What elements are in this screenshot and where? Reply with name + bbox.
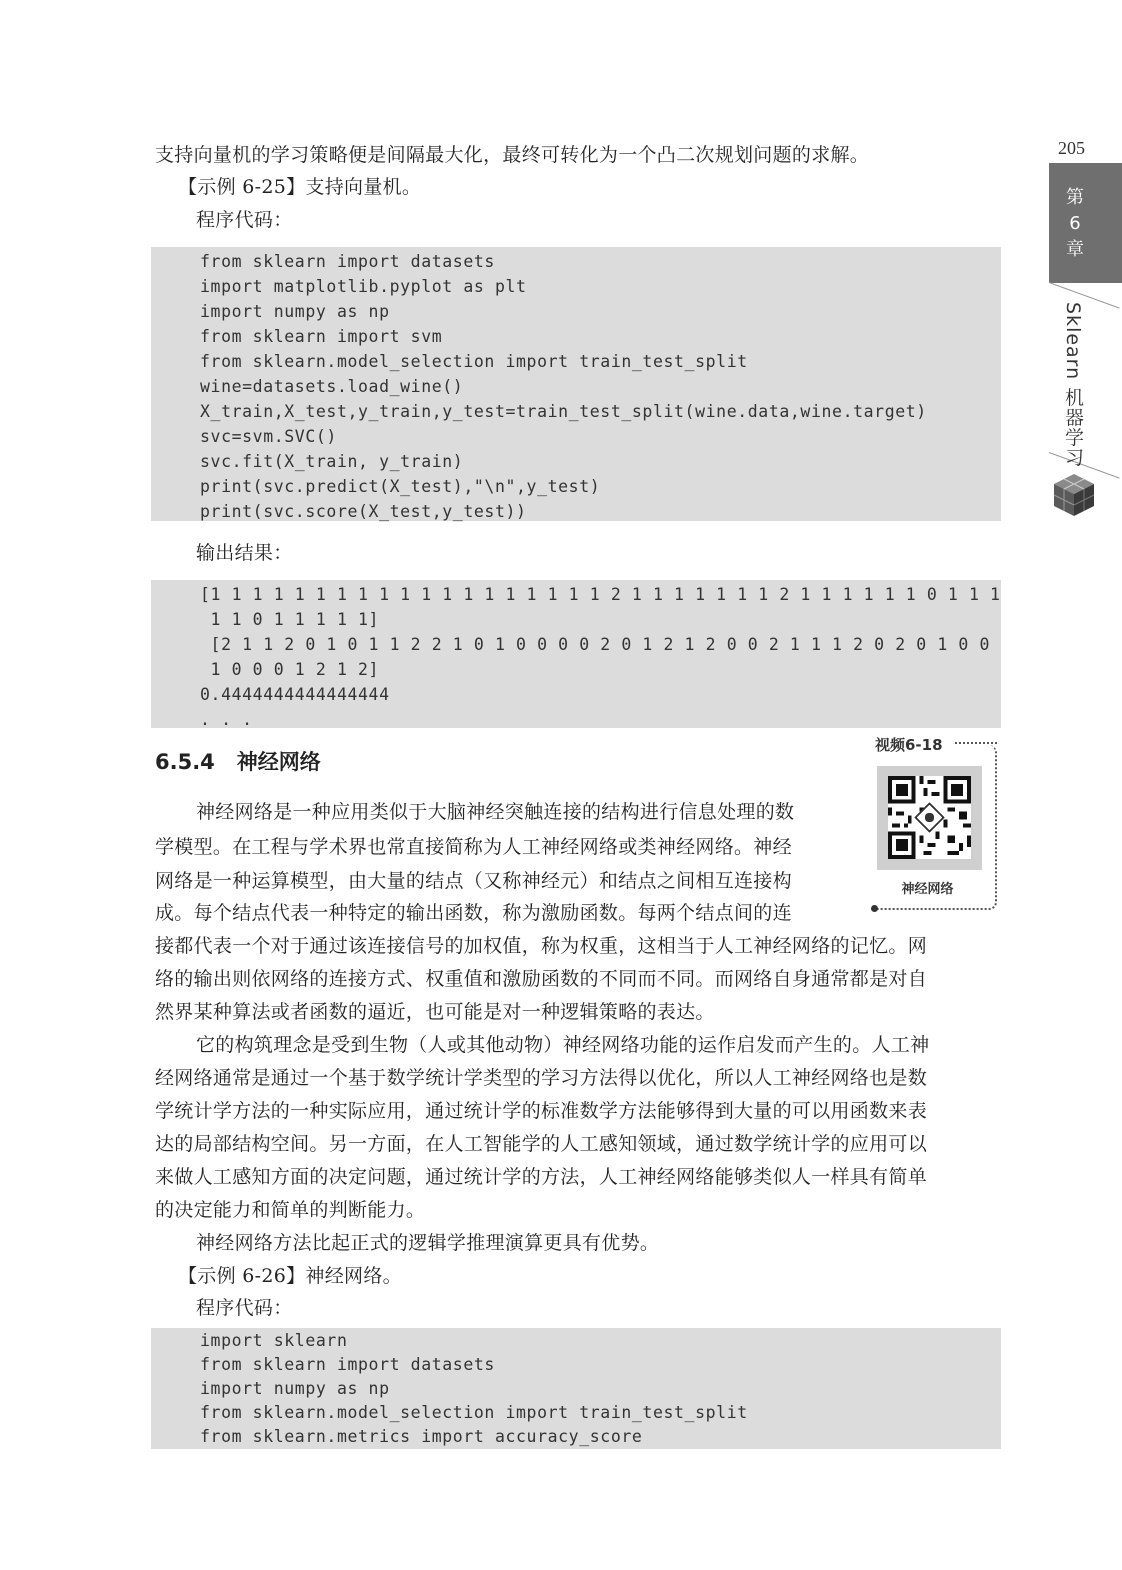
section-title: 神经网络 [236, 750, 321, 774]
code-line: from sklearn.model_selection import train_test_split [200, 1403, 748, 1422]
body-text-line: 学统计学方法的一种实际应用，通过统计学的标准数学方法能够得到大量的可以用函数来表 [155, 1100, 928, 1122]
code-line: X_train,X_test,y_train,y_test=train_test_split(wine.data,wine.target) [200, 402, 927, 421]
output-line: 1 0 0 0 1 2 1 2] [200, 660, 380, 679]
code-line: import sklearn [200, 1331, 348, 1350]
code-line: print(svc.predict(X_test),"\n",y_test) [200, 477, 601, 496]
page-number: 205 [1058, 138, 1085, 158]
chapter-tab-line: 章 [1066, 239, 1084, 260]
code-line: svc=svm.SVC() [200, 427, 337, 446]
chapter-tab-line: 第 [1066, 187, 1084, 208]
code-line: import numpy as np [200, 302, 390, 321]
section-heading [155, 746, 321, 776]
body-text-line: 成。每个结点代表一种特定的输出函数，称为激励函数。每两个结点间的连 [155, 902, 792, 924]
section-number: 6.5.4 [155, 750, 215, 774]
code-line: import matplotlib.pyplot as plt [200, 277, 527, 296]
body-text-line: 的决定能力和简单的判断能力。 [155, 1199, 426, 1221]
code-block [151, 1328, 1001, 1449]
body-text-line: 神经网络方法比起正式的逻辑学推理演算更具有优势。 [196, 1232, 660, 1254]
cube-icon [1052, 472, 1096, 518]
body-text-line: 它的构筑理念是受到生物（人或其他动物）神经网络功能的运作启发而产生的。人工神 [196, 1034, 930, 1056]
body-text-line: 经网络通常是通过一个基于数学统计学类型的学习方法得以优化，所以人工神经网络也是数 [155, 1067, 928, 1089]
code-line: from sklearn.model_selection import train_test_split [200, 352, 748, 371]
output-line: 0.4444444444444444 [200, 685, 390, 704]
body-text-line: 神经网络是一种应用类似于大脑神经突触连接的结构进行信息处理的数 [196, 801, 795, 823]
chapter-title: Sklearn 机器学习 [1062, 302, 1084, 468]
video-bullet [871, 905, 878, 912]
output-line: [1 1 1 1 1 1 1 1 1 1 1 1 1 1 1 1 1 1 1 2 1 1 1 1 1 1 1 2 1 1 1 1 1 1 0 1 1 1 [200, 585, 1001, 604]
code-line: from sklearn import svm [200, 327, 443, 346]
code-line: import numpy as np [200, 1379, 390, 1398]
video-caption: 神经网络 [901, 882, 954, 897]
code-line: svc.fit(X_train, y_train) [200, 452, 464, 471]
video-dots [955, 742, 997, 744]
code-label: 程序代码： [196, 1297, 293, 1319]
video-label: 视频6-18 [875, 736, 943, 754]
output-label: 输出结果： [196, 542, 293, 564]
output-block [151, 580, 1001, 728]
code-block [151, 247, 1001, 521]
body-text-line: 学模型。在工程与学术界也常直接简称为人工神经网络或类神经网络。神经 [155, 836, 792, 858]
code-line: from sklearn.metrics import accuracy_score [200, 1427, 643, 1446]
code-line: print(svc.score(X_test,y_test)) [200, 502, 527, 521]
qr-code-icon[interactable] [888, 776, 971, 859]
body-text-line: 网络是一种运算模型，由大量的结点（又称神经元）和结点之间相互连接构 [155, 870, 792, 892]
code-line: from sklearn import datasets [200, 252, 495, 271]
code-line: from sklearn import datasets [200, 1355, 495, 1374]
body-text-line: 然界某种算法或者函数的逼近，也可能是对一种逻辑策略的表达。 [155, 1001, 715, 1023]
output-line: . . . [200, 710, 253, 729]
code-label: 程序代码： [196, 209, 293, 231]
body-text-line: 来做人工感知方面的决定问题，通过统计学的方法，人工神经网络能够类似人一样具有简单 [155, 1166, 928, 1188]
body-text-line: 达的局部结构空间。另一方面，在人工智能学的人工感知领域，通过数学统计学的应用可以 [155, 1133, 928, 1155]
chapter-tab-label [1049, 185, 1101, 263]
example-heading: 【示例 6-25】支持向量机。 [178, 176, 422, 198]
code-line: wine=datasets.load_wine() [200, 377, 464, 396]
body-text-line: 络的输出则依网络的连接方式、权重值和激励函数的不同而不同。而网络自身通常都是对自 [155, 968, 928, 990]
output-line: 1 1 0 1 1 1 1 1] [200, 610, 380, 629]
chapter-tab-line: 6 [1069, 213, 1081, 234]
output-line: [2 1 1 2 0 1 0 1 1 2 2 1 0 1 0 0 0 0 2 0 1 2 1 2 0 0 2 1 1 1 2 0 2 0 1 0 0 [200, 635, 991, 654]
body-text-line: 支持向量机的学习策略便是间隔最大化，最终可转化为一个凸二次规划问题的求解。 [155, 144, 870, 166]
example-heading: 【示例 6-26】神经网络。 [178, 1265, 402, 1287]
body-text-line: 接都代表一个对于通过该连接信号的加权值，称为权重，这相当于人工神经网络的记忆。网 [155, 935, 928, 957]
